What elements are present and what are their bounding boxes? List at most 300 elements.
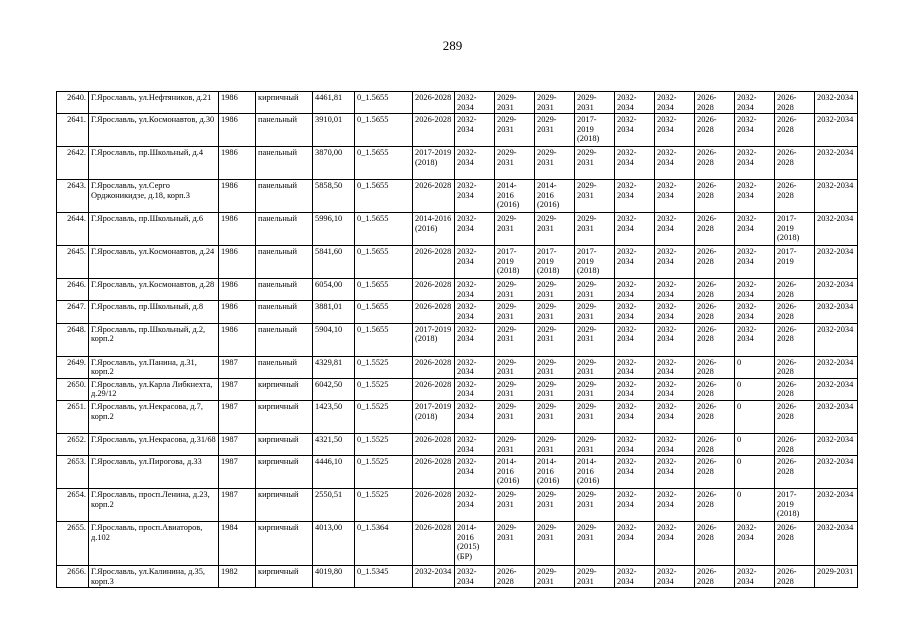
- period-cell: 2026-2028: [775, 566, 815, 588]
- period-cell: 2032-2034: [455, 489, 495, 522]
- address-cell: Г.Ярославль, ул.Некрасова, д.7, корп.2: [89, 400, 219, 433]
- period-cell: 2026-2028: [695, 92, 735, 114]
- period-cell: 2032-2034: [615, 147, 655, 180]
- period-cell: 2029-2031: [495, 522, 535, 566]
- period-cell: 2032-2034: [735, 279, 775, 301]
- period-cell: 2029-2031: [575, 92, 615, 114]
- period-cell: 2026-2028: [413, 180, 455, 213]
- period-cell: 2032-2034: [655, 323, 695, 356]
- period-cell: 2032-2034: [615, 114, 655, 147]
- period-cell: 2032-2034: [655, 246, 695, 279]
- code-cell: 0_1.5655: [355, 114, 413, 147]
- period-cell: 2032-2034: [455, 213, 495, 246]
- period-cell: 2029-2031: [575, 147, 615, 180]
- period-cell: 2026-2028: [413, 114, 455, 147]
- period-cell: 2026-2028: [695, 378, 735, 400]
- period-cell: 2026-2028: [775, 378, 815, 400]
- period-cell: 2026-2028: [413, 378, 455, 400]
- period-cell: 2032-2034: [615, 456, 655, 489]
- period-cell: 2032-2034: [655, 279, 695, 301]
- period-cell: 2029-2031: [495, 489, 535, 522]
- period-cell: 2032-2034: [815, 180, 858, 213]
- row-number: 2640.: [57, 92, 89, 114]
- period-cell: 2029-2031: [535, 114, 575, 147]
- period-cell: 2029-2031: [535, 400, 575, 433]
- period-cell: 2029-2031: [495, 114, 535, 147]
- period-cell: 2026-2028: [695, 213, 735, 246]
- area-cell: 4019,80: [313, 566, 355, 588]
- material-cell: панельный: [256, 213, 313, 246]
- area-cell: 6042,50: [313, 378, 355, 400]
- period-cell: 2032-2034: [655, 213, 695, 246]
- period-cell: 2032-2034: [655, 522, 695, 566]
- table-row: [57, 92, 858, 114]
- period-cell: 2032-2034: [615, 378, 655, 400]
- period-cell: 2032-2034: [615, 180, 655, 213]
- table-row: [57, 323, 858, 356]
- period-cell: 2032-2034: [615, 213, 655, 246]
- code-cell: 0_1.5655: [355, 323, 413, 356]
- period-cell: 2026-2028: [775, 114, 815, 147]
- year-cell: 1986: [219, 114, 256, 147]
- period-cell: 2029-2031: [535, 378, 575, 400]
- area-cell: 4461,81: [313, 92, 355, 114]
- period-cell: 2026-2028: [775, 323, 815, 356]
- period-cell: 2032-2034: [455, 147, 495, 180]
- area-cell: 4446,10: [313, 456, 355, 489]
- period-cell: 2032-2034: [655, 301, 695, 323]
- code-cell: 0_1.5345: [355, 566, 413, 588]
- period-cell: 2017-2019 (2018): [575, 114, 615, 147]
- period-cell: 2014-2016 (2016): [575, 456, 615, 489]
- period-cell: 2029-2031: [575, 522, 615, 566]
- area-cell: 6054,00: [313, 279, 355, 301]
- table-row: [57, 456, 858, 489]
- period-cell: 2029-2031: [575, 301, 615, 323]
- year-cell: 1986: [219, 246, 256, 279]
- period-cell: 2032-2034: [615, 323, 655, 356]
- period-cell: 2032-2034: [815, 522, 858, 566]
- period-cell: 2029-2031: [575, 180, 615, 213]
- address-cell: Г.Ярославль, ул.Карла Либкнехта, д.29/12: [89, 378, 219, 400]
- period-cell: 2026-2028: [695, 566, 735, 588]
- year-cell: 1987: [219, 489, 256, 522]
- period-cell: 2032-2034: [815, 400, 858, 433]
- code-cell: 0_1.5525: [355, 433, 413, 455]
- material-cell: кирпичный: [256, 566, 313, 588]
- period-cell: 2026-2028: [775, 147, 815, 180]
- period-cell: 2026-2028: [413, 456, 455, 489]
- period-cell: 2026-2028: [695, 301, 735, 323]
- period-cell: 2026-2028: [695, 433, 735, 455]
- table-row: [57, 180, 858, 213]
- period-cell: 2032-2034: [615, 566, 655, 588]
- table-row: [57, 489, 858, 522]
- row-number: 2641.: [57, 114, 89, 147]
- period-cell: 2014-2016 (2016): [413, 213, 455, 246]
- address-cell: Г.Ярославль, пр.Школьный, д.8: [89, 301, 219, 323]
- period-cell: 2032-2034: [455, 92, 495, 114]
- period-cell: 2032-2034: [815, 147, 858, 180]
- period-cell: 2017-2019 (2018): [575, 246, 615, 279]
- row-number: 2645.: [57, 246, 89, 279]
- period-cell: 2032-2034: [455, 114, 495, 147]
- period-cell: 2026-2028: [413, 433, 455, 455]
- table-row: [57, 301, 858, 323]
- period-cell: 2026-2028: [775, 180, 815, 213]
- address-cell: Г.Ярославль, ул.Нефтяников, д.21: [89, 92, 219, 114]
- code-cell: 0_1.5655: [355, 301, 413, 323]
- table-row: [57, 213, 858, 246]
- year-cell: 1982: [219, 566, 256, 588]
- material-cell: кирпичный: [256, 378, 313, 400]
- period-cell: 2032-2034: [455, 378, 495, 400]
- row-number: 2650.: [57, 378, 89, 400]
- period-cell: 2026-2028: [695, 180, 735, 213]
- year-cell: 1987: [219, 456, 256, 489]
- row-number: 2652.: [57, 433, 89, 455]
- address-cell: Г.Ярославль, ул.Космонавтов, д.30: [89, 114, 219, 147]
- material-cell: панельный: [256, 147, 313, 180]
- period-cell: 2026-2028: [775, 92, 815, 114]
- table-row: [57, 246, 858, 279]
- period-cell: 2029-2031: [815, 566, 858, 588]
- period-cell: 0: [735, 456, 775, 489]
- period-cell: 2017-2019 (2018): [413, 323, 455, 356]
- period-cell: 2026-2028: [775, 433, 815, 455]
- table-row: [57, 400, 858, 433]
- row-number: 2655.: [57, 522, 89, 566]
- period-cell: 2017-2019 (2018): [413, 147, 455, 180]
- period-cell: 2029-2031: [535, 489, 575, 522]
- period-cell: 2032-2034: [455, 433, 495, 455]
- row-number: 2653.: [57, 456, 89, 489]
- period-cell: 2014-2016 (2016): [535, 456, 575, 489]
- period-cell: 2032-2034: [815, 323, 858, 356]
- period-cell: 2029-2031: [495, 378, 535, 400]
- table-row: [57, 378, 858, 400]
- period-cell: 2032-2034: [815, 114, 858, 147]
- period-cell: 2026-2028: [775, 356, 815, 378]
- material-cell: кирпичный: [256, 400, 313, 433]
- table-row: [57, 566, 858, 588]
- row-number: 2644.: [57, 213, 89, 246]
- material-cell: кирпичный: [256, 489, 313, 522]
- period-cell: 2032-2034: [655, 114, 695, 147]
- period-cell: 2026-2028: [495, 566, 535, 588]
- period-cell: 2032-2034: [455, 456, 495, 489]
- year-cell: 1987: [219, 433, 256, 455]
- material-cell: панельный: [256, 246, 313, 279]
- material-cell: панельный: [256, 114, 313, 147]
- year-cell: 1987: [219, 378, 256, 400]
- row-number: 2651.: [57, 400, 89, 433]
- address-cell: Г.Ярославль, просп.Авиаторов, д.102: [89, 522, 219, 566]
- housing-register-table: [56, 91, 858, 588]
- period-cell: 2032-2034: [455, 246, 495, 279]
- period-cell: 2032-2034: [615, 433, 655, 455]
- code-cell: 0_1.5655: [355, 180, 413, 213]
- address-cell: Г.Ярославль, ул.Космонавтов, д.24: [89, 246, 219, 279]
- address-cell: Г.Ярославль, пр.Школьный, д.6: [89, 213, 219, 246]
- period-cell: 2032-2034: [615, 522, 655, 566]
- period-cell: 2029-2031: [575, 433, 615, 455]
- area-cell: 4013,00: [313, 522, 355, 566]
- year-cell: 1986: [219, 92, 256, 114]
- material-cell: кирпичный: [256, 522, 313, 566]
- address-cell: Г.Ярославль, просп.Ленина, д.23, корп.2: [89, 489, 219, 522]
- period-cell: 2026-2028: [775, 301, 815, 323]
- period-cell: 2017-2019 (2018): [495, 246, 535, 279]
- period-cell: 2029-2031: [575, 566, 615, 588]
- period-cell: 2032-2034: [735, 522, 775, 566]
- year-cell: 1986: [219, 279, 256, 301]
- period-cell: 2017-2019 (2018): [775, 489, 815, 522]
- period-cell: 2026-2028: [413, 279, 455, 301]
- code-cell: 0_1.5525: [355, 489, 413, 522]
- period-cell: 2032-2034: [735, 566, 775, 588]
- period-cell: 2032-2034: [615, 246, 655, 279]
- area-cell: 5858,50: [313, 180, 355, 213]
- period-cell: 2029-2031: [535, 279, 575, 301]
- period-cell: 2026-2028: [413, 489, 455, 522]
- area-cell: 4329,81: [313, 356, 355, 378]
- period-cell: 2032-2034: [615, 279, 655, 301]
- period-cell: 2032-2034: [655, 356, 695, 378]
- period-cell: 2032-2034: [655, 378, 695, 400]
- period-cell: 2029-2031: [575, 279, 615, 301]
- period-cell: 2014-2016 (2016): [535, 180, 575, 213]
- year-cell: 1986: [219, 213, 256, 246]
- period-cell: 2029-2031: [535, 522, 575, 566]
- period-cell: 2029-2031: [495, 279, 535, 301]
- period-cell: 2032-2034: [735, 323, 775, 356]
- area-cell: 4321,50: [313, 433, 355, 455]
- period-cell: 2026-2028: [413, 92, 455, 114]
- period-cell: 2017-2019 (2018): [775, 213, 815, 246]
- period-cell: 2032-2034: [655, 489, 695, 522]
- period-cell: 2032-2034: [735, 114, 775, 147]
- year-cell: 1986: [219, 180, 256, 213]
- period-cell: 2032-2034: [615, 301, 655, 323]
- page-number: 289: [442, 38, 463, 53]
- period-cell: 2026-2028: [695, 456, 735, 489]
- period-cell: 2032-2034: [455, 301, 495, 323]
- period-cell: 2032-2034: [815, 456, 858, 489]
- row-number: 2648.: [57, 323, 89, 356]
- table-row: [57, 279, 858, 301]
- period-cell: 2029-2031: [535, 323, 575, 356]
- row-number: 2647.: [57, 301, 89, 323]
- year-cell: 1986: [219, 147, 256, 180]
- code-cell: 0_1.5655: [355, 279, 413, 301]
- material-cell: панельный: [256, 180, 313, 213]
- period-cell: 2029-2031: [495, 356, 535, 378]
- area-cell: 2550,51: [313, 489, 355, 522]
- period-cell: 2026-2028: [695, 147, 735, 180]
- period-cell: 2032-2034: [735, 147, 775, 180]
- period-cell: 2032-2034: [455, 356, 495, 378]
- period-cell: 0: [735, 400, 775, 433]
- period-cell: 2026-2028: [775, 279, 815, 301]
- period-cell: 2017-2019 (2018): [535, 246, 575, 279]
- row-number: 2656.: [57, 566, 89, 588]
- period-cell: 2032-2034: [815, 279, 858, 301]
- period-cell: 2029-2031: [575, 489, 615, 522]
- period-cell: 2026-2028: [413, 522, 455, 566]
- period-cell: 2029-2031: [575, 356, 615, 378]
- period-cell: 2029-2031: [535, 566, 575, 588]
- period-cell: 2026-2028: [775, 400, 815, 433]
- year-cell: 1987: [219, 400, 256, 433]
- period-cell: 2032-2034: [455, 323, 495, 356]
- period-cell: 2029-2031: [495, 92, 535, 114]
- period-cell: 2014-2016 (2016): [495, 456, 535, 489]
- row-number: 2646.: [57, 279, 89, 301]
- material-cell: кирпичный: [256, 92, 313, 114]
- period-cell: 0: [735, 356, 775, 378]
- period-cell: 2026-2028: [413, 356, 455, 378]
- period-cell: 2032-2034: [655, 433, 695, 455]
- row-number: 2643.: [57, 180, 89, 213]
- area-cell: 3910,01: [313, 114, 355, 147]
- area-cell: 1423,50: [313, 400, 355, 433]
- period-cell: 2029-2031: [535, 92, 575, 114]
- period-cell: 2026-2028: [695, 246, 735, 279]
- period-cell: 2017-2019: [775, 246, 815, 279]
- period-cell: 2026-2028: [695, 489, 735, 522]
- address-cell: Г.Ярославль, ул.Космонавтов, д.28: [89, 279, 219, 301]
- code-cell: 0_1.5525: [355, 356, 413, 378]
- period-cell: 2029-2031: [575, 378, 615, 400]
- period-cell: 2026-2028: [695, 356, 735, 378]
- period-cell: 2026-2028: [775, 522, 815, 566]
- code-cell: 0_1.5525: [355, 400, 413, 433]
- period-cell: 2032-2034: [655, 180, 695, 213]
- period-cell: 2032-2034: [655, 92, 695, 114]
- period-cell: 2026-2028: [695, 323, 735, 356]
- period-cell: 2032-2034: [815, 92, 858, 114]
- area-cell: 5996,10: [313, 213, 355, 246]
- period-cell: 0: [735, 433, 775, 455]
- period-cell: 2032-2034: [455, 180, 495, 213]
- address-cell: Г.Ярославль, ул.Серго Орджоникидзе, д.18, корп.3: [89, 180, 219, 213]
- period-cell: 2032-2034: [735, 301, 775, 323]
- period-cell: 2032-2034: [815, 489, 858, 522]
- period-cell: 2032-2034: [455, 279, 495, 301]
- period-cell: 2026-2028: [695, 279, 735, 301]
- period-cell: 2032-2034: [735, 213, 775, 246]
- period-cell: 2032-2034: [735, 92, 775, 114]
- table-row: [57, 114, 858, 147]
- code-cell: 0_1.5655: [355, 92, 413, 114]
- code-cell: 0_1.5525: [355, 378, 413, 400]
- period-cell: 2029-2031: [495, 323, 535, 356]
- period-cell: 2032-2034: [615, 356, 655, 378]
- address-cell: Г.Ярославль, ул.Панина, д.31, корп.2: [89, 356, 219, 378]
- code-cell: 0_1.5655: [355, 147, 413, 180]
- address-cell: Г.Ярославль, ул.Пирогова, д.33: [89, 456, 219, 489]
- period-cell: 2032-2034: [655, 456, 695, 489]
- period-cell: 2032-2034: [815, 433, 858, 455]
- period-cell: 2029-2031: [495, 400, 535, 433]
- table-row: [57, 147, 858, 180]
- period-cell: 2029-2031: [495, 301, 535, 323]
- table-row: [57, 522, 858, 566]
- code-cell: 0_1.5655: [355, 213, 413, 246]
- period-cell: 2032-2034: [735, 180, 775, 213]
- period-cell: 2032-2034: [815, 356, 858, 378]
- period-cell: 2026-2028: [695, 400, 735, 433]
- period-cell: 2032-2034: [815, 301, 858, 323]
- period-cell: 2032-2034: [615, 92, 655, 114]
- period-cell: 2029-2031: [575, 323, 615, 356]
- area-cell: 3870,00: [313, 147, 355, 180]
- period-cell: 2017-2019 (2018): [413, 400, 455, 433]
- period-cell: 2032-2034: [815, 213, 858, 246]
- address-cell: Г.Ярославль, пр.Школьный, д.4: [89, 147, 219, 180]
- row-number: 2642.: [57, 147, 89, 180]
- material-cell: панельный: [256, 323, 313, 356]
- area-cell: 3881,01: [313, 301, 355, 323]
- period-cell: 2032-2034: [455, 400, 495, 433]
- code-cell: 0_1.5655: [355, 246, 413, 279]
- period-cell: 0: [735, 378, 775, 400]
- period-cell: 2029-2031: [535, 356, 575, 378]
- period-cell: 2026-2028: [413, 246, 455, 279]
- address-cell: Г.Ярославль, ул.Калинина, д.35, корп.3: [89, 566, 219, 588]
- period-cell: 2029-2031: [575, 400, 615, 433]
- material-cell: кирпичный: [256, 456, 313, 489]
- material-cell: панельный: [256, 279, 313, 301]
- period-cell: 2026-2028: [775, 456, 815, 489]
- period-cell: 2029-2031: [495, 433, 535, 455]
- period-cell: 2026-2028: [695, 114, 735, 147]
- period-cell: 2029-2031: [535, 147, 575, 180]
- period-cell: 2029-2031: [535, 433, 575, 455]
- area-cell: 5904,10: [313, 323, 355, 356]
- period-cell: 2032-2034: [655, 566, 695, 588]
- material-cell: кирпичный: [256, 433, 313, 455]
- period-cell: 2032-2034: [655, 147, 695, 180]
- period-cell: 2032-2034: [455, 566, 495, 588]
- period-cell: 2026-2028: [413, 301, 455, 323]
- period-cell: 2026-2028: [695, 522, 735, 566]
- material-cell: панельный: [256, 356, 313, 378]
- table-body: [57, 92, 858, 588]
- period-cell: 2029-2031: [535, 213, 575, 246]
- area-cell: 5841,60: [313, 246, 355, 279]
- code-cell: 0_1.5364: [355, 522, 413, 566]
- period-cell: 2029-2031: [535, 301, 575, 323]
- period-cell: 2029-2031: [495, 213, 535, 246]
- row-number: 2649.: [57, 356, 89, 378]
- year-cell: 1984: [219, 522, 256, 566]
- address-cell: Г.Ярославль, ул.Некрасова, д.31/68: [89, 433, 219, 455]
- period-cell: 2032-2034: [815, 246, 858, 279]
- table-row: [57, 356, 858, 378]
- period-cell: 2014-2016 (2015) (БР): [455, 522, 495, 566]
- period-cell: 0: [735, 489, 775, 522]
- code-cell: 0_1.5525: [355, 456, 413, 489]
- address-cell: Г.Ярославль, пр.Школьный, д.2, корп.2: [89, 323, 219, 356]
- period-cell: 2032-2034: [413, 566, 455, 588]
- period-cell: 2032-2034: [655, 400, 695, 433]
- period-cell: 2032-2034: [615, 400, 655, 433]
- period-cell: 2029-2031: [575, 213, 615, 246]
- material-cell: панельный: [256, 301, 313, 323]
- year-cell: 1987: [219, 356, 256, 378]
